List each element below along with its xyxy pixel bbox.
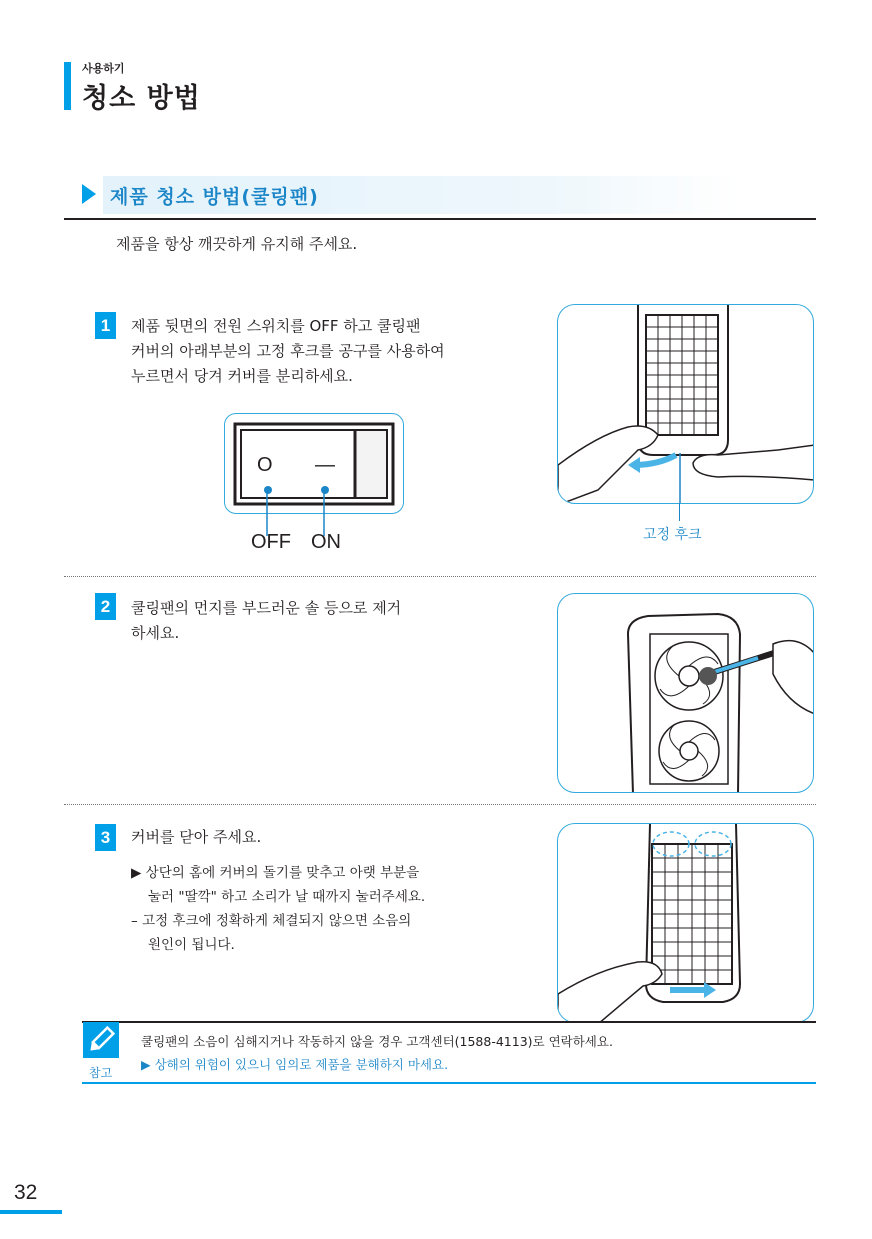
note-bottom-rule	[82, 1082, 816, 1084]
switch-pointer-lines	[224, 486, 364, 536]
note-line-1: 쿨링팬의 소음이 심해지거나 작동하지 않을 경우 고객센터(1588-4113)로 연락하세요.	[141, 1034, 613, 1049]
header-accent-bar	[64, 62, 71, 110]
switch-off-symbol: O	[257, 454, 273, 476]
step-2-image	[557, 593, 814, 793]
section-arrow-icon	[82, 184, 96, 204]
step-divider	[64, 804, 816, 805]
note-top-rule	[82, 1021, 816, 1023]
step-1-image	[557, 304, 814, 504]
cover-closing-illustration	[558, 824, 814, 1023]
page-number: 32	[14, 1181, 38, 1204]
step-3-badge: 3	[95, 824, 116, 851]
step-2-text	[131, 596, 401, 646]
step-3-bullet-1: ▶ 상단의 홈에 커버의 돌기를 맞추고 아랫 부분을	[131, 865, 420, 881]
step-3-line-1: 커버를 닫아 주세요.	[131, 828, 262, 846]
hook-label: 고정 후크	[643, 527, 702, 543]
step-1-badge: 1	[95, 312, 116, 339]
cover-removal-illustration	[558, 305, 814, 504]
note-label: 참고	[89, 1066, 113, 1080]
step-2-line-1: 쿨링팬의 먼지를 부드러운 솔 등으로 제거	[131, 599, 402, 617]
hook-pointer-line	[679, 503, 680, 521]
header-subtitle: 사용하기	[82, 62, 125, 75]
switch-on-symbol: —	[315, 454, 335, 476]
step-2-line-2: 하세요.	[131, 624, 180, 642]
step-3-bullet-4: 원인이 됩니다.	[148, 937, 235, 953]
note-icon-box	[83, 1022, 119, 1058]
step-1-line-3: 누르면서 당겨 커버를 분리하세요.	[131, 367, 353, 385]
section-intro: 제품을 항상 깨끗하게 유지해 주세요.	[116, 235, 358, 253]
step-2-badge: 2	[95, 593, 116, 620]
step-divider	[64, 576, 816, 577]
step-3-bullets	[131, 861, 425, 957]
step-1-line-1: 제품 뒷면의 전원 스위치를 OFF 하고 쿨링팬	[131, 317, 421, 335]
section-divider	[64, 218, 816, 220]
step-1-line-2: 커버의 아래부분의 고정 후크를 공구를 사용하여	[131, 342, 445, 360]
note-line-2: ▶ 상해의 위험이 있으니 임의로 제품을 분해하지 마세요.	[141, 1057, 449, 1072]
step-1-text	[131, 314, 445, 389]
page-title: 청소 방법	[82, 83, 201, 114]
step-3-image	[557, 823, 814, 1023]
step-3-bullet-2: 눌러 "딸깍" 하고 소리가 날 때까지 눌러주세요.	[148, 889, 426, 905]
section-title: 제품 청소 방법(쿨링팬)	[110, 186, 319, 208]
page-number-underline	[0, 1210, 62, 1214]
switch-off-label: OFF	[251, 531, 291, 553]
switch-on-label: ON	[311, 531, 341, 553]
step-3-bullet-3: – 고정 후크에 정확하게 체결되지 않으면 소음의	[131, 913, 412, 929]
pencil-icon	[83, 1022, 119, 1058]
fan-cleaning-illustration	[558, 594, 814, 793]
